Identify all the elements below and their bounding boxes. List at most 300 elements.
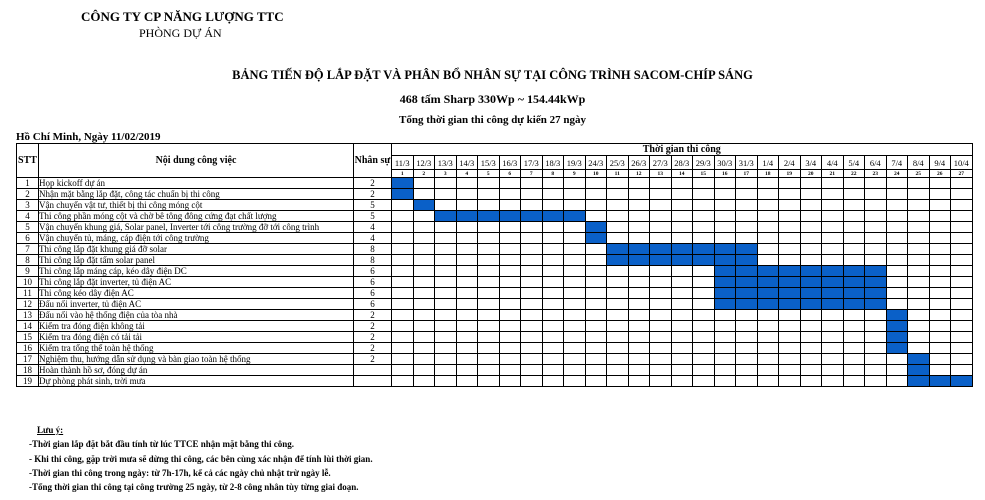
gantt-cell bbox=[413, 178, 435, 189]
gantt-cell bbox=[607, 189, 629, 200]
gantt-cell bbox=[392, 266, 414, 277]
gantt-cell bbox=[714, 365, 736, 376]
gantt-cell bbox=[886, 233, 908, 244]
gantt-cell bbox=[865, 211, 887, 222]
row-staff: 5 bbox=[354, 211, 392, 222]
gantt-cell bbox=[435, 233, 457, 244]
gantt-cell bbox=[929, 288, 951, 299]
gantt-cell bbox=[822, 365, 844, 376]
gantt-cell bbox=[628, 200, 650, 211]
gantt-cell bbox=[650, 211, 672, 222]
gantt-cell bbox=[822, 310, 844, 321]
gantt-cell bbox=[779, 321, 801, 332]
gantt-cell bbox=[886, 365, 908, 376]
gantt-bar-cell bbox=[435, 211, 457, 222]
gantt-cell bbox=[757, 365, 779, 376]
gantt-cell bbox=[435, 299, 457, 310]
gantt-cell bbox=[392, 200, 414, 211]
gantt-cell bbox=[951, 211, 973, 222]
gantt-cell bbox=[843, 321, 865, 332]
gantt-cell bbox=[908, 332, 930, 343]
note-item: -Tổng thời gian thi công tại công trường 25 ngày, từ 2-8 công nhân tùy từng giai đoạn. bbox=[29, 482, 359, 493]
date-cell: 7/4 bbox=[886, 156, 908, 170]
gantt-cell bbox=[671, 233, 693, 244]
gantt-cell bbox=[693, 343, 715, 354]
day-number-cell: 2 bbox=[413, 170, 435, 178]
date-cell: 4/4 bbox=[822, 156, 844, 170]
gantt-cell bbox=[671, 321, 693, 332]
gantt-cell bbox=[413, 332, 435, 343]
gantt-cell bbox=[714, 222, 736, 233]
gantt-cell bbox=[714, 354, 736, 365]
gantt-cell bbox=[585, 376, 607, 387]
gantt-cell bbox=[564, 288, 586, 299]
gantt-cell bbox=[908, 321, 930, 332]
gantt-cell bbox=[628, 321, 650, 332]
gantt-cell bbox=[413, 310, 435, 321]
gantt-bar-cell bbox=[908, 376, 930, 387]
row-task: Vận chuyển tủ, máng, cáp điện tới công trường bbox=[39, 233, 354, 244]
gantt-cell bbox=[521, 189, 543, 200]
gantt-cell bbox=[822, 255, 844, 266]
gantt-cell bbox=[779, 376, 801, 387]
gantt-bar-cell bbox=[736, 288, 758, 299]
gantt-cell bbox=[435, 321, 457, 332]
row-staff bbox=[354, 365, 392, 376]
stt-header: STT bbox=[17, 144, 39, 178]
gantt-cell bbox=[951, 321, 973, 332]
gantt-cell bbox=[693, 200, 715, 211]
gantt-cell bbox=[779, 233, 801, 244]
gantt-cell bbox=[542, 255, 564, 266]
gantt-cell bbox=[456, 288, 478, 299]
gantt-cell bbox=[671, 211, 693, 222]
gantt-cell bbox=[693, 299, 715, 310]
gantt-cell bbox=[564, 233, 586, 244]
row-staff: 2 bbox=[354, 321, 392, 332]
day-number-cell: 5 bbox=[478, 170, 500, 178]
gantt-cell bbox=[714, 178, 736, 189]
gantt-cell bbox=[585, 332, 607, 343]
gantt-cell bbox=[736, 321, 758, 332]
gantt-cell bbox=[865, 255, 887, 266]
gantt-cell bbox=[779, 365, 801, 376]
gantt-cell bbox=[499, 222, 521, 233]
row-task: Kiểm tra đóng điện có tải tải bbox=[39, 332, 354, 343]
day-number-cell: 22 bbox=[843, 170, 865, 178]
date-cell: 29/3 bbox=[693, 156, 715, 170]
day-number-cell: 18 bbox=[757, 170, 779, 178]
gantt-cell bbox=[585, 299, 607, 310]
gantt-bar-cell bbox=[800, 266, 822, 277]
gantt-cell bbox=[499, 332, 521, 343]
gantt-cell bbox=[929, 211, 951, 222]
gantt-cell bbox=[951, 299, 973, 310]
gantt-cell bbox=[585, 178, 607, 189]
gantt-cell bbox=[564, 343, 586, 354]
row-stt: 16 bbox=[17, 343, 39, 354]
gantt-bar-cell bbox=[757, 266, 779, 277]
gantt-cell bbox=[499, 288, 521, 299]
gantt-cell bbox=[521, 343, 543, 354]
gantt-cell bbox=[564, 310, 586, 321]
row-stt: 17 bbox=[17, 354, 39, 365]
gantt-cell bbox=[693, 233, 715, 244]
gantt-cell bbox=[693, 189, 715, 200]
row-task: Đấu nối inverter, tủ điện AC bbox=[39, 299, 354, 310]
gantt-cell bbox=[499, 255, 521, 266]
gantt-cell bbox=[800, 354, 822, 365]
gantt-cell bbox=[478, 365, 500, 376]
gantt-cell bbox=[542, 365, 564, 376]
gantt-cell bbox=[607, 332, 629, 343]
gantt-cell bbox=[392, 255, 414, 266]
gantt-cell bbox=[865, 332, 887, 343]
day-number-cell: 10 bbox=[585, 170, 607, 178]
gantt-cell bbox=[671, 277, 693, 288]
gantt-cell bbox=[542, 266, 564, 277]
gantt-cell bbox=[585, 365, 607, 376]
gantt-cell bbox=[650, 310, 672, 321]
gantt-cell bbox=[585, 200, 607, 211]
gantt-cell bbox=[542, 233, 564, 244]
gantt-cell bbox=[929, 365, 951, 376]
gantt-cell bbox=[521, 255, 543, 266]
gantt-cell bbox=[499, 299, 521, 310]
gantt-cell bbox=[564, 244, 586, 255]
gantt-cell bbox=[714, 233, 736, 244]
date-cell: 6/4 bbox=[865, 156, 887, 170]
gantt-cell bbox=[865, 200, 887, 211]
gantt-cell bbox=[413, 222, 435, 233]
gantt-cell bbox=[607, 354, 629, 365]
gantt-cell bbox=[822, 376, 844, 387]
gantt-cell bbox=[693, 288, 715, 299]
gantt-bar-cell bbox=[413, 200, 435, 211]
row-staff: 5 bbox=[354, 200, 392, 211]
gantt-cell bbox=[413, 299, 435, 310]
gantt-cell bbox=[714, 189, 736, 200]
row-stt: 18 bbox=[17, 365, 39, 376]
gantt-cell bbox=[671, 288, 693, 299]
gantt-cell bbox=[607, 310, 629, 321]
gantt-cell bbox=[650, 189, 672, 200]
gantt-cell bbox=[628, 222, 650, 233]
gantt-cell bbox=[456, 376, 478, 387]
gantt-cell bbox=[822, 200, 844, 211]
gantt-cell bbox=[521, 376, 543, 387]
row-staff: 2 bbox=[354, 343, 392, 354]
gantt-cell bbox=[908, 211, 930, 222]
gantt-cell bbox=[585, 354, 607, 365]
gantt-cell bbox=[650, 277, 672, 288]
gantt-cell bbox=[564, 255, 586, 266]
date-cell: 16/3 bbox=[499, 156, 521, 170]
gantt-bar-cell bbox=[800, 288, 822, 299]
row-stt: 11 bbox=[17, 288, 39, 299]
gantt-cell bbox=[456, 222, 478, 233]
row-task: Kiểm tra đóng điện không tải bbox=[39, 321, 354, 332]
gantt-cell bbox=[714, 343, 736, 354]
gantt-cell bbox=[650, 376, 672, 387]
gantt-cell bbox=[585, 211, 607, 222]
gantt-cell bbox=[478, 233, 500, 244]
gantt-cell bbox=[435, 200, 457, 211]
gantt-cell bbox=[456, 310, 478, 321]
day-number-cell: 9 bbox=[564, 170, 586, 178]
day-number-cell: 19 bbox=[779, 170, 801, 178]
gantt-cell bbox=[843, 332, 865, 343]
gantt-cell bbox=[542, 277, 564, 288]
time-header: Thời gian thi công bbox=[392, 144, 973, 156]
gantt-cell bbox=[650, 332, 672, 343]
note-item: -Thời gian thi công trong ngày: từ 7h-17h, kể cả các ngày chủ nhật trừ ngày lễ. bbox=[29, 467, 331, 478]
gantt-cell bbox=[822, 354, 844, 365]
gantt-bar-cell bbox=[779, 266, 801, 277]
gantt-bar-cell bbox=[757, 299, 779, 310]
gantt-cell bbox=[886, 178, 908, 189]
gantt-cell bbox=[435, 266, 457, 277]
gantt-cell bbox=[908, 277, 930, 288]
gantt-cell bbox=[478, 310, 500, 321]
row-staff bbox=[354, 376, 392, 387]
gantt-cell bbox=[693, 321, 715, 332]
gantt-cell bbox=[693, 222, 715, 233]
gantt-cell bbox=[478, 332, 500, 343]
gantt-cell bbox=[521, 332, 543, 343]
gantt-cell bbox=[564, 321, 586, 332]
gantt-cell bbox=[456, 365, 478, 376]
gantt-cell bbox=[456, 299, 478, 310]
gantt-cell bbox=[392, 310, 414, 321]
row-staff: 6 bbox=[354, 266, 392, 277]
gantt-bar-cell bbox=[951, 376, 973, 387]
date-cell: 14/3 bbox=[456, 156, 478, 170]
gantt-cell bbox=[650, 233, 672, 244]
gantt-cell bbox=[865, 310, 887, 321]
row-staff: 8 bbox=[354, 244, 392, 255]
gantt-cell bbox=[822, 178, 844, 189]
row-stt: 9 bbox=[17, 266, 39, 277]
gantt-cell bbox=[886, 277, 908, 288]
gantt-cell bbox=[435, 354, 457, 365]
gantt-cell bbox=[951, 189, 973, 200]
gantt-cell bbox=[564, 189, 586, 200]
gantt-cell bbox=[908, 189, 930, 200]
gantt-cell bbox=[714, 376, 736, 387]
date-cell: 8/4 bbox=[908, 156, 930, 170]
row-stt: 1 bbox=[17, 178, 39, 189]
row-stt: 10 bbox=[17, 277, 39, 288]
gantt-cell bbox=[607, 288, 629, 299]
gantt-cell bbox=[779, 343, 801, 354]
gantt-cell bbox=[843, 376, 865, 387]
day-number-cell: 12 bbox=[628, 170, 650, 178]
gantt-cell bbox=[757, 310, 779, 321]
gantt-cell bbox=[521, 321, 543, 332]
gantt-cell bbox=[413, 244, 435, 255]
gantt-cell bbox=[456, 178, 478, 189]
gantt-cell bbox=[564, 277, 586, 288]
date-cell: 25/3 bbox=[607, 156, 629, 170]
gantt-cell bbox=[757, 200, 779, 211]
gantt-cell bbox=[951, 244, 973, 255]
gantt-cell bbox=[478, 343, 500, 354]
gantt-bar-cell bbox=[800, 299, 822, 310]
note-item: - Khi thi công, gặp trời mưa sẽ dừng thi công, các bên cùng xác nhận để tính lùi thời gian. bbox=[29, 453, 373, 464]
gantt-bar-cell bbox=[886, 321, 908, 332]
gantt-cell bbox=[521, 244, 543, 255]
table-row bbox=[17, 277, 973, 288]
day-number-cell: 8 bbox=[542, 170, 564, 178]
row-staff: 6 bbox=[354, 288, 392, 299]
date-cell: 12/3 bbox=[413, 156, 435, 170]
gantt-cell bbox=[693, 365, 715, 376]
gantt-cell bbox=[585, 266, 607, 277]
gantt-cell bbox=[628, 178, 650, 189]
gantt-cell bbox=[671, 354, 693, 365]
table-row bbox=[17, 211, 973, 222]
gantt-cell bbox=[478, 277, 500, 288]
row-staff: 2 bbox=[354, 189, 392, 200]
gantt-cell bbox=[757, 354, 779, 365]
gantt-bar-cell bbox=[736, 255, 758, 266]
task-header: Nội dung công việc bbox=[39, 144, 354, 178]
table-row bbox=[17, 332, 973, 343]
row-stt: 4 bbox=[17, 211, 39, 222]
gantt-cell bbox=[886, 299, 908, 310]
gantt-cell bbox=[607, 365, 629, 376]
gantt-cell bbox=[757, 233, 779, 244]
gantt-cell bbox=[865, 354, 887, 365]
gantt-cell bbox=[800, 255, 822, 266]
day-number-cell: 7 bbox=[521, 170, 543, 178]
gantt-bar-cell bbox=[392, 189, 414, 200]
day-number-cell: 4 bbox=[456, 170, 478, 178]
gantt-bar-cell bbox=[671, 255, 693, 266]
gantt-cell bbox=[564, 376, 586, 387]
gantt-cell bbox=[843, 310, 865, 321]
row-task: Đấu nối vào hệ thống điện của tòa nhà bbox=[39, 310, 354, 321]
gantt-cell bbox=[478, 321, 500, 332]
gantt-cell bbox=[865, 244, 887, 255]
gantt-cell bbox=[585, 310, 607, 321]
gantt-cell bbox=[435, 189, 457, 200]
gantt-bar-cell bbox=[822, 277, 844, 288]
gantt-cell bbox=[886, 200, 908, 211]
gantt-cell bbox=[499, 354, 521, 365]
table-row bbox=[17, 288, 973, 299]
gantt-cell bbox=[650, 354, 672, 365]
gantt-cell bbox=[757, 222, 779, 233]
gantt-cell bbox=[542, 200, 564, 211]
gantt-cell bbox=[929, 321, 951, 332]
gantt-cell bbox=[800, 376, 822, 387]
gantt-cell bbox=[478, 376, 500, 387]
gantt-cell bbox=[671, 266, 693, 277]
gantt-cell bbox=[542, 244, 564, 255]
gantt-bar-cell bbox=[607, 244, 629, 255]
gantt-cell bbox=[714, 200, 736, 211]
gantt-cell bbox=[456, 189, 478, 200]
gantt-cell bbox=[671, 299, 693, 310]
day-number-cell: 3 bbox=[435, 170, 457, 178]
gantt-cell bbox=[392, 299, 414, 310]
gantt-cell bbox=[521, 354, 543, 365]
gantt-cell bbox=[779, 255, 801, 266]
gantt-cell bbox=[757, 178, 779, 189]
gantt-bar-cell bbox=[908, 365, 930, 376]
gantt-cell bbox=[843, 255, 865, 266]
gantt-cell bbox=[521, 266, 543, 277]
gantt-cell bbox=[886, 255, 908, 266]
gantt-cell bbox=[929, 343, 951, 354]
gantt-cell bbox=[564, 299, 586, 310]
gantt-bar-cell bbox=[499, 211, 521, 222]
gantt-cell bbox=[671, 310, 693, 321]
gantt-cell bbox=[650, 200, 672, 211]
row-task: Hoàn thành hồ sơ, đóng dự án bbox=[39, 365, 354, 376]
gantt-cell bbox=[435, 178, 457, 189]
day-number-cell: 27 bbox=[951, 170, 973, 178]
gantt-bar-cell bbox=[843, 299, 865, 310]
gantt-cell bbox=[822, 321, 844, 332]
row-stt: 19 bbox=[17, 376, 39, 387]
gantt-cell bbox=[585, 343, 607, 354]
gantt-cell bbox=[585, 244, 607, 255]
gantt-cell bbox=[843, 343, 865, 354]
gantt-cell bbox=[693, 310, 715, 321]
row-stt: 2 bbox=[17, 189, 39, 200]
row-staff: 2 bbox=[354, 354, 392, 365]
gantt-cell bbox=[413, 376, 435, 387]
gantt-bar-cell bbox=[736, 299, 758, 310]
gantt-cell bbox=[908, 255, 930, 266]
gantt-cell bbox=[779, 211, 801, 222]
date-cell: 13/3 bbox=[435, 156, 457, 170]
gantt-bar-cell bbox=[843, 277, 865, 288]
gantt-bar-cell bbox=[714, 255, 736, 266]
gantt-bar-cell bbox=[843, 266, 865, 277]
gantt-cell bbox=[521, 277, 543, 288]
gantt-bar-cell bbox=[714, 266, 736, 277]
gantt-cell bbox=[392, 288, 414, 299]
gantt-bar-cell bbox=[886, 332, 908, 343]
gantt-cell bbox=[951, 354, 973, 365]
date-cell: 2/4 bbox=[779, 156, 801, 170]
gantt-cell bbox=[757, 343, 779, 354]
gantt-cell bbox=[456, 354, 478, 365]
table-row bbox=[17, 299, 973, 310]
row-stt: 12 bbox=[17, 299, 39, 310]
row-task: Nhận mặt bằng lắp đặt, công tác chuẩn bị thi công bbox=[39, 189, 354, 200]
gantt-cell bbox=[564, 200, 586, 211]
gantt-cell bbox=[929, 332, 951, 343]
gantt-cell bbox=[499, 189, 521, 200]
gantt-cell bbox=[757, 332, 779, 343]
row-stt: 8 bbox=[17, 255, 39, 266]
day-number-cell: 24 bbox=[886, 170, 908, 178]
gantt-bar-cell bbox=[714, 244, 736, 255]
gantt-cell bbox=[628, 332, 650, 343]
gantt-cell bbox=[478, 200, 500, 211]
gantt-cell bbox=[671, 178, 693, 189]
gantt-cell bbox=[736, 376, 758, 387]
row-stt: 5 bbox=[17, 222, 39, 233]
row-staff: 8 bbox=[354, 255, 392, 266]
gantt-cell bbox=[822, 189, 844, 200]
gantt-cell bbox=[843, 233, 865, 244]
